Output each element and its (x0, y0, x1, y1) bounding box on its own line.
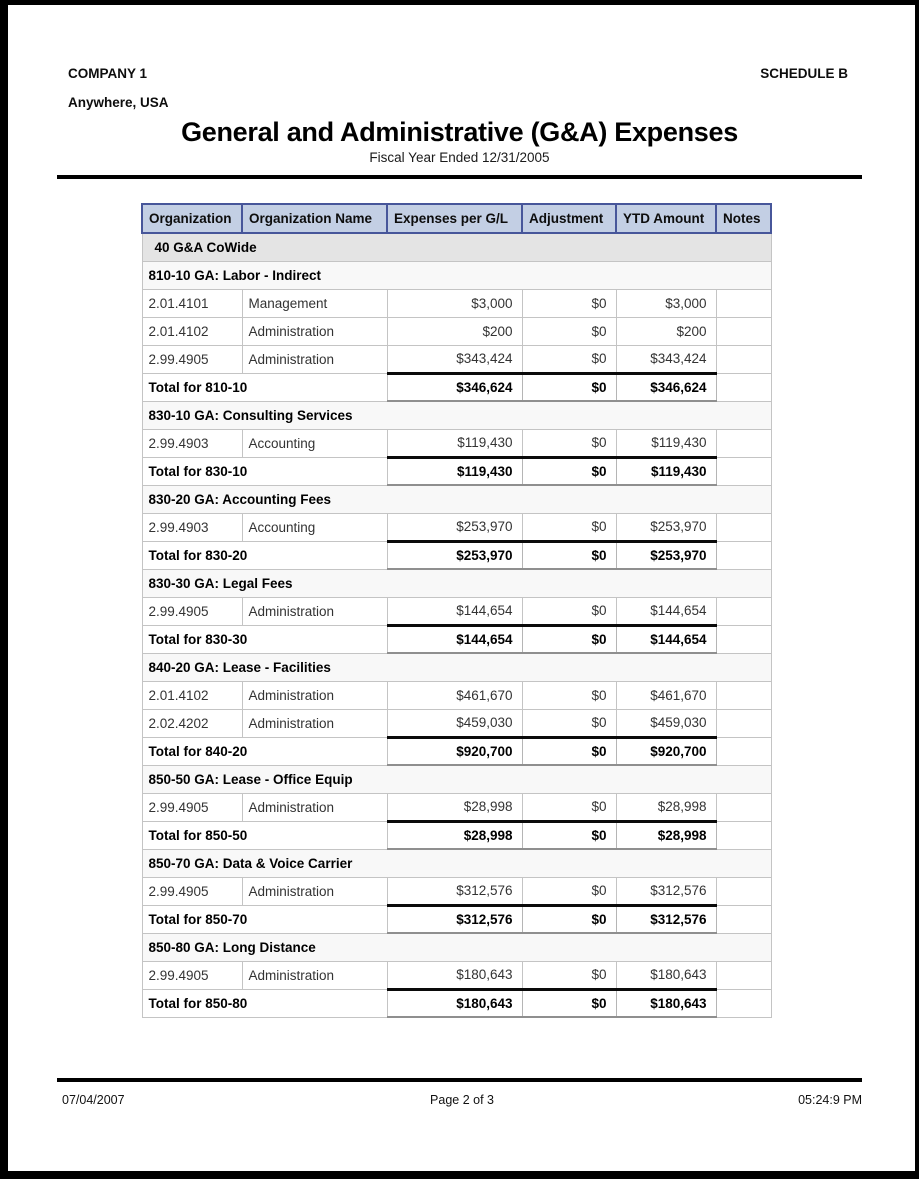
header-divider (57, 175, 862, 179)
ytd-cell: $253,970 (616, 513, 716, 541)
ytd-cell: $343,424 (616, 345, 716, 373)
adjustment-cell: $0 (522, 961, 616, 989)
section-header-row (142, 653, 771, 681)
total-notes-cell (716, 905, 771, 933)
table-row (142, 961, 771, 989)
total-label-cell: Total for 830-10 (142, 457, 387, 485)
column-header-organization-name: Organization Name (242, 204, 387, 233)
total-row (142, 821, 771, 849)
notes-cell (716, 793, 771, 821)
total-notes-cell (716, 541, 771, 569)
notes-cell (716, 513, 771, 541)
org-cell: 2.99.4905 (142, 961, 242, 989)
notes-cell (716, 345, 771, 373)
org-cell: 2.01.4102 (142, 317, 242, 345)
total-label-cell: Total for 850-70 (142, 905, 387, 933)
footer-page-number: Page 2 of 3 (430, 1093, 494, 1107)
org-cell: 2.01.4102 (142, 681, 242, 709)
org-name-cell: Administration (242, 345, 387, 373)
schedule-label: SCHEDULE B (760, 66, 848, 81)
ytd-cell: $180,643 (616, 961, 716, 989)
total-row (142, 373, 771, 401)
expenses-cell: $459,030 (387, 709, 522, 737)
group-label: 40 G&A CoWide (142, 233, 771, 261)
adjustment-cell: $0 (522, 681, 616, 709)
expenses-cell: $119,430 (387, 429, 522, 457)
expenses-cell: $343,424 (387, 345, 522, 373)
total-adjustment-cell: $0 (522, 905, 616, 933)
total-row (142, 737, 771, 765)
section-header-label: 830-10 GA: Consulting Services (142, 401, 771, 429)
ytd-cell: $312,576 (616, 877, 716, 905)
column-header-expenses: Expenses per G/L (387, 204, 522, 233)
table-row (142, 317, 771, 345)
expenses-cell: $144,654 (387, 597, 522, 625)
ytd-cell: $459,030 (616, 709, 716, 737)
total-ytd-cell: $28,998 (616, 821, 716, 849)
report-page (8, 5, 915, 1171)
org-name-cell: Administration (242, 877, 387, 905)
table-row (142, 709, 771, 737)
column-header-organization: Organization (142, 204, 242, 233)
expenses-cell: $3,000 (387, 289, 522, 317)
org-cell: 2.01.4101 (142, 289, 242, 317)
section-header-row (142, 569, 771, 597)
adjustment-cell: $0 (522, 793, 616, 821)
table-row (142, 513, 771, 541)
notes-cell (716, 961, 771, 989)
total-ytd-cell: $346,624 (616, 373, 716, 401)
org-name-cell: Accounting (242, 513, 387, 541)
total-ytd-cell: $119,430 (616, 457, 716, 485)
total-label-cell: Total for 830-20 (142, 541, 387, 569)
notes-cell (716, 709, 771, 737)
section-header-row (142, 401, 771, 429)
footer-text (57, 1093, 862, 1107)
expenses-cell: $180,643 (387, 961, 522, 989)
org-name-cell: Administration (242, 681, 387, 709)
company-name: COMPANY 1 (68, 66, 148, 81)
total-expenses-cell: $119,430 (387, 457, 522, 485)
total-ytd-cell: $920,700 (616, 737, 716, 765)
total-notes-cell (716, 373, 771, 401)
notes-cell (716, 317, 771, 345)
total-label-cell: Total for 830-30 (142, 625, 387, 653)
column-header-notes: Notes (716, 204, 771, 233)
table-row (142, 877, 771, 905)
report-subtitle: Fiscal Year Ended 12/31/2005 (369, 150, 550, 165)
total-label-cell: Total for 850-50 (142, 821, 387, 849)
footer-time: 05:24:9 PM (798, 1093, 863, 1107)
notes-cell (716, 597, 771, 625)
table-row (142, 345, 771, 373)
section-header-label: 850-50 GA: Lease - Office Equip (142, 765, 771, 793)
notes-cell (716, 429, 771, 457)
footer-divider (57, 1078, 862, 1082)
ytd-cell: $3,000 (616, 289, 716, 317)
total-label-cell: Total for 810-10 (142, 373, 387, 401)
total-row (142, 905, 771, 933)
org-name-cell: Administration (242, 317, 387, 345)
total-expenses-cell: $180,643 (387, 989, 522, 1017)
org-cell: 2.99.4903 (142, 429, 242, 457)
total-expenses-cell: $144,654 (387, 625, 522, 653)
notes-cell (716, 681, 771, 709)
ytd-cell: $119,430 (616, 429, 716, 457)
adjustment-cell: $0 (522, 597, 616, 625)
table-row (142, 597, 771, 625)
org-name-cell: Accounting (242, 429, 387, 457)
total-expenses-cell: $312,576 (387, 905, 522, 933)
section-header-label: 850-80 GA: Long Distance (142, 933, 771, 961)
org-name-cell: Administration (242, 709, 387, 737)
section-header-label: 840-20 GA: Lease - Facilities (142, 653, 771, 681)
column-header-adjustment: Adjustment (522, 204, 616, 233)
section-header-label: 830-20 GA: Accounting Fees (142, 485, 771, 513)
table-body (142, 233, 771, 1017)
total-row (142, 625, 771, 653)
expenses-cell: $253,970 (387, 513, 522, 541)
total-notes-cell (716, 457, 771, 485)
total-ytd-cell: $312,576 (616, 905, 716, 933)
column-header-ytd: YTD Amount (616, 204, 716, 233)
ytd-cell: $200 (616, 317, 716, 345)
adjustment-cell: $0 (522, 289, 616, 317)
adjustment-cell: $0 (522, 429, 616, 457)
expenses-cell: $461,670 (387, 681, 522, 709)
adjustment-cell: $0 (522, 709, 616, 737)
total-expenses-cell: $920,700 (387, 737, 522, 765)
adjustment-cell: $0 (522, 345, 616, 373)
org-cell: 2.99.4905 (142, 597, 242, 625)
table-row (142, 289, 771, 317)
org-cell: 2.99.4905 (142, 877, 242, 905)
org-name-cell: Management (242, 289, 387, 317)
expenses-cell: $312,576 (387, 877, 522, 905)
total-adjustment-cell: $0 (522, 625, 616, 653)
table-row (142, 681, 771, 709)
table-head-row (142, 204, 771, 233)
total-adjustment-cell: $0 (522, 541, 616, 569)
total-notes-cell (716, 737, 771, 765)
total-expenses-cell: $28,998 (387, 821, 522, 849)
org-cell: 2.99.4903 (142, 513, 242, 541)
adjustment-cell: $0 (522, 317, 616, 345)
total-notes-cell (716, 821, 771, 849)
section-header-row (142, 933, 771, 961)
total-ytd-cell: $144,654 (616, 625, 716, 653)
adjustment-cell: $0 (522, 513, 616, 541)
org-name-cell: Administration (242, 961, 387, 989)
section-header-row (142, 261, 771, 289)
notes-cell (716, 877, 771, 905)
notes-cell (716, 289, 771, 317)
section-header-row (142, 765, 771, 793)
total-adjustment-cell: $0 (522, 737, 616, 765)
report-title: General and Administrative (G&A) Expenses (181, 117, 738, 147)
total-ytd-cell: $180,643 (616, 989, 716, 1017)
total-expenses-cell: $346,624 (387, 373, 522, 401)
ytd-cell: $144,654 (616, 597, 716, 625)
table-row (142, 793, 771, 821)
footer-date: 07/04/2007 (62, 1093, 125, 1107)
page-content (57, 5, 862, 1018)
total-expenses-cell: $253,970 (387, 541, 522, 569)
org-cell: 2.02.4202 (142, 709, 242, 737)
total-label-cell: Total for 850-80 (142, 989, 387, 1017)
org-name-cell: Administration (242, 793, 387, 821)
ytd-cell: $28,998 (616, 793, 716, 821)
total-adjustment-cell: $0 (522, 373, 616, 401)
org-cell: 2.99.4905 (142, 345, 242, 373)
org-cell: 2.99.4905 (142, 793, 242, 821)
section-header-row (142, 849, 771, 877)
total-ytd-cell: $253,970 (616, 541, 716, 569)
org-name-cell: Administration (242, 597, 387, 625)
adjustment-cell: $0 (522, 877, 616, 905)
total-row (142, 457, 771, 485)
section-header-row (142, 485, 771, 513)
expenses-cell: $28,998 (387, 793, 522, 821)
section-header-label: 810-10 GA: Labor - Indirect (142, 261, 771, 289)
total-adjustment-cell: $0 (522, 989, 616, 1017)
section-header-label: 830-30 GA: Legal Fees (142, 569, 771, 597)
page-header (57, 5, 862, 81)
section-header-label: 850-70 GA: Data & Voice Carrier (142, 849, 771, 877)
total-label-cell: Total for 840-20 (142, 737, 387, 765)
company-location: Anywhere, USA (68, 95, 169, 110)
expenses-table (141, 203, 772, 1018)
total-row (142, 989, 771, 1017)
page-footer (57, 1078, 862, 1107)
total-notes-cell (716, 989, 771, 1017)
group-row (142, 233, 771, 261)
total-row (142, 541, 771, 569)
total-notes-cell (716, 625, 771, 653)
table-row (142, 429, 771, 457)
total-adjustment-cell: $0 (522, 821, 616, 849)
total-adjustment-cell: $0 (522, 457, 616, 485)
ytd-cell: $461,670 (616, 681, 716, 709)
expenses-cell: $200 (387, 317, 522, 345)
